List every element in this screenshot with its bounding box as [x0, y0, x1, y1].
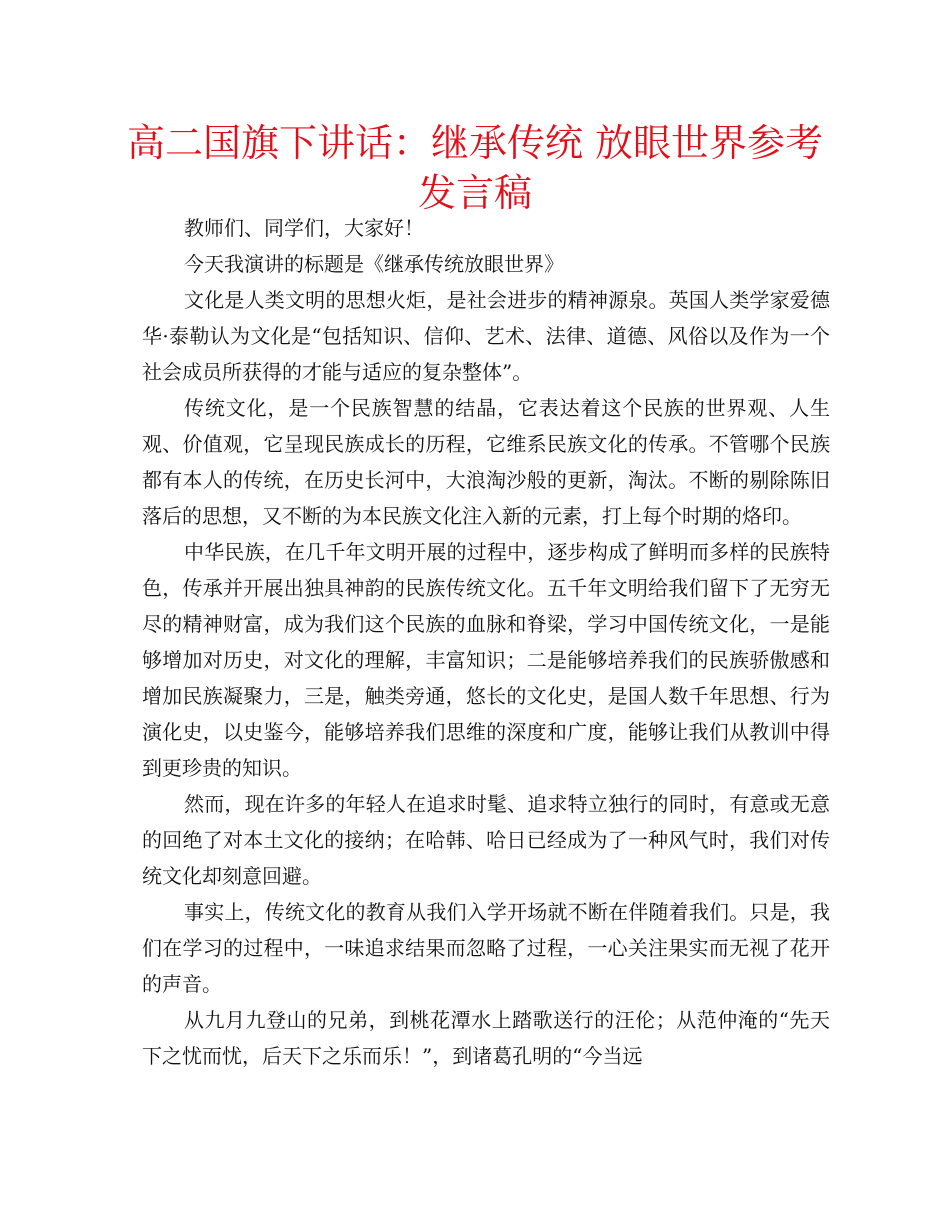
document-title: 高二国旗下讲话：继承传统 放眼世界参考发言稿	[126, 121, 824, 215]
paragraph-examples: 从九月九登山的兄弟，到桃花潭水上踏歌送行的汪伦；从范仲淹的“先天下之忧而忧，后天下之乐而乐！”，到诸葛孔明的“今当远	[142, 1008, 830, 1068]
paragraph-chinese-nation: 中华民族，在几千年文明开展的过程中，逐步构成了鲜明而多样的民族特色，传承并开展出独具神韵的民族传统文化。五千年文明给我们留下了无穷无尽的精神财富，成为我们这个民族的血脉和脊梁，学习中国传统文化，一是能够增加对历史，对文化的理解，丰富知识；二是能够培养我们的民族骄傲感和增加民族凝聚力，三是，触类旁通，悠长的文化史，是国人数千年思想、行为演化史，以史鉴今，能够培养我们思维的深度和广度，能够让我们从教训中得到更珍贵的知识。	[142, 540, 830, 780]
document-body	[142, 210, 830, 1074]
paragraph-culture-definition: 文化是人类文明的思想火炬，是社会进步的精神源泉。英国人类学家爱德华·泰勒认为文化是“包括知识、信仰、艺术、法律、道德、风俗以及作为一个社会成员所获得的才能与适应的复杂整体”。	[142, 288, 830, 384]
paragraph-young-people: 然而，现在许多的年轻人在追求时髦、追求特立独行的同时，有意或无意的回绝了对本土文化的接纳；在哈韩、哈日已经成为了一种风气时，我们对传统文化却刻意回避。	[142, 792, 830, 888]
paragraph-traditional-culture: 传统文化，是一个民族智慧的结晶，它表达着这个民族的世界观、人生观、价值观，它呈现民族成长的历程，它维系民族文化的传承。不管哪个民族都有本人的传统，在历史长河中，大浪淘沙般的更新，淘汰。不断的剔除陈旧落后的思想，又不断的为本民族文化注入新的元素，打上每个时期的烙印。	[142, 396, 830, 528]
paragraph-greeting: 教师们、同学们，大家好！	[184, 216, 424, 240]
paragraph-speech-title: 今天我演讲的标题是《继承传统放眼世界》	[184, 252, 564, 276]
paragraph-education: 事实上，传统文化的教育从我们入学开场就不断在伴随着我们。只是，我们在学习的过程中，一味追求结果而忽略了过程，一心关注果实而无视了花开的声音。	[142, 900, 830, 996]
